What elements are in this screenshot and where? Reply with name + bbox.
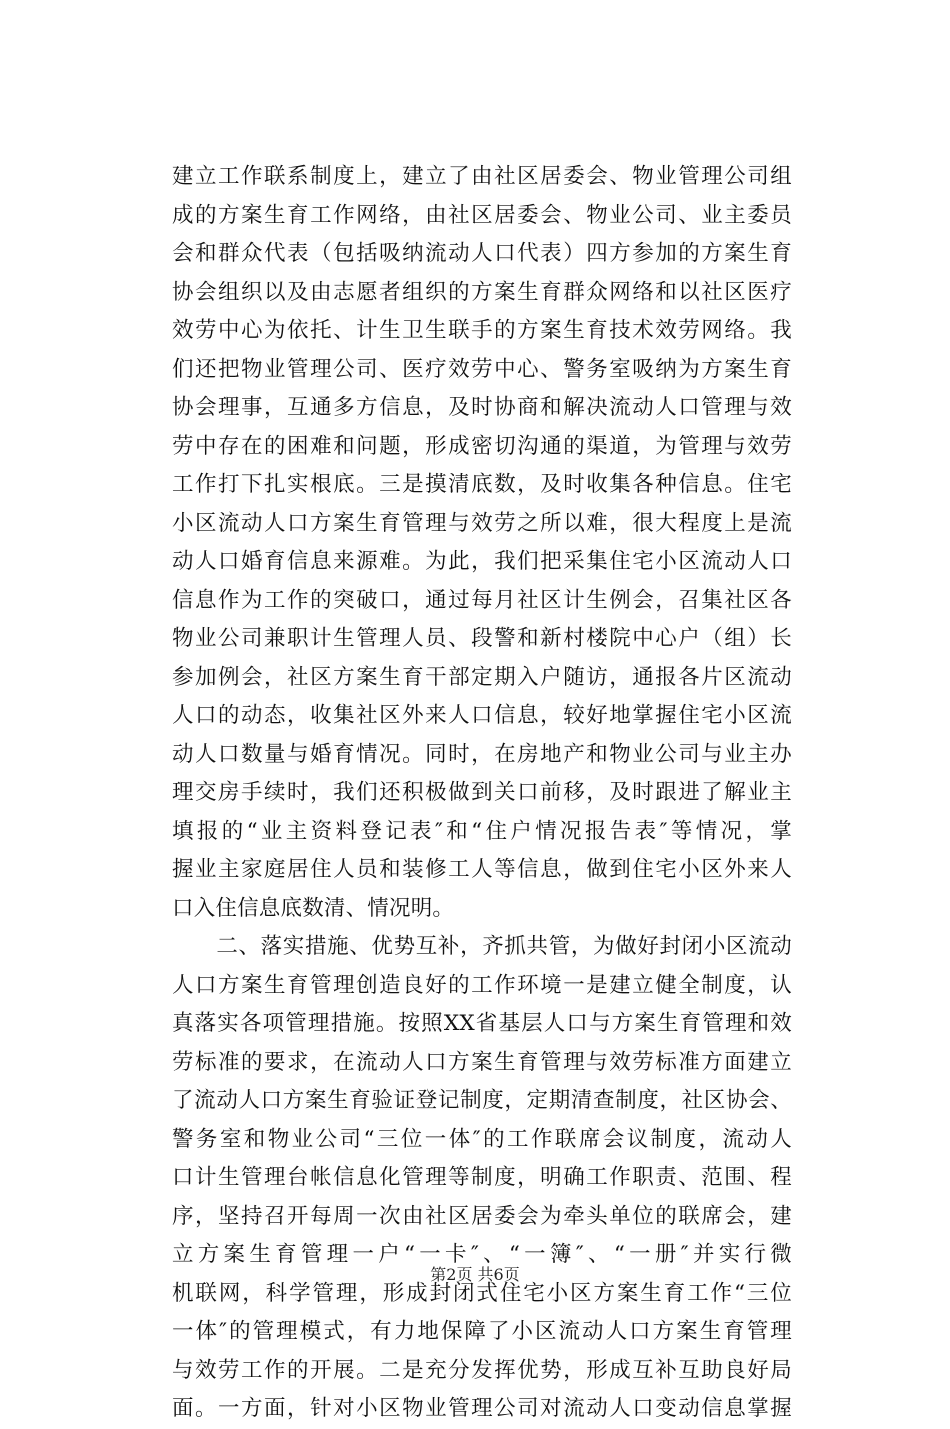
text-line: 一体″的管理模式，有力地保障了小区流动人口方案生育管理 (172, 1319, 792, 1344)
text-line: 人口的动态，收集社区外来人口信息，较好地掌握住宅小区流 (172, 703, 792, 728)
text-line: 立方案生育管理一户“一卡″、“一簿″、“一册″并实行微 (172, 1242, 792, 1267)
text-line: 动人口数量与婚育情况。同时，在房地产和物业公司与业主办 (172, 741, 792, 767)
text-line: 物业公司兼职计生管理人员、段警和新村楼院中心户（组）长 (172, 626, 792, 651)
text-line: 工作打下扎实根底。三是摸清底数，及时收集各种信息。住宅 (172, 472, 792, 497)
text-line: 填报的“业主资料登记表″和“住户情况报告表″等情况，掌 (172, 818, 792, 844)
text-line: 参加例会，社区方案生育干部定期入户随访，通报各片区流动 (172, 664, 792, 690)
text-line: 了流动人口方案生育验证登记制度，定期清查制度，社区协会、 (172, 1088, 792, 1113)
text-line: 警务室和物业公司“三位一体″的工作联席会议制度，流动人 (172, 1126, 792, 1152)
text-line: 效劳中心为依托、计生卫生联手的方案生育技术效劳网络。我 (172, 318, 792, 343)
text-line: 建立工作联系制度上，建立了由社区居委会、物业管理公司组 (172, 164, 792, 189)
text-line: 会和群众代表（包括吸纳流动人口代表）四方参加的方案生育 (172, 241, 792, 266)
text-line: 成的方案生育工作网络，由社区居委会、物业公司、业主委员 (172, 202, 792, 228)
text-line: 序，坚持召开每周一次由社区居委会为牵头单位的联席会，建 (172, 1203, 792, 1229)
text-line: 面。一方面，针对小区物业管理公司对流动人口变动信息掌握 (172, 1396, 792, 1421)
text-line: 动人口婚育信息来源难。为此，我们把采集住宅小区流动人口 (172, 549, 792, 574)
paragraph-2 (172, 928, 792, 1429)
text-line: 们还把物业管理公司、医疗效劳中心、警务室吸纳为方案生育 (172, 356, 792, 382)
text-line: 人口方案生育管理创造良好的工作环境一是建立健全制度，认 (172, 972, 792, 998)
text-line: 信息作为工作的突破口，通过每月社区计生例会，召集社区各 (172, 587, 792, 613)
text-line: 二、落实措施、优势互补，齐抓共管，为做好封闭小区流动 (172, 934, 792, 959)
text-line: 口入住信息底数清、情况明。 (172, 895, 455, 921)
text-line: 劳中存在的困难和问题，形成密切沟通的渠道，为管理与效劳 (172, 433, 792, 459)
text-line: 理交房手续时，我们还积极做到关口前移，及时跟进了解业主 (172, 780, 792, 805)
text-line: 协会组织以及由志愿者组织的方案生育群众网络和以社区医疗 (172, 279, 792, 305)
text-line: 口计生管理台帐信息化管理等制度，明确工作职责、范围、程 (172, 1165, 792, 1190)
text-line: 劳标准的要求，在流动人口方案生育管理与效劳标准方面建立 (172, 1049, 792, 1075)
body-text (172, 158, 792, 1429)
paragraph-1 (172, 158, 792, 928)
page-number-label: 第2页 共6页 (430, 1265, 520, 1284)
text-line: 与效劳工作的开展。二是充分发挥优势，形成互补互助良好局 (172, 1357, 792, 1383)
text-line: 协会理事，互通多方信息，及时协商和解决流动人口管理与效 (172, 395, 792, 420)
page-footer (0, 1262, 950, 1285)
text-line: 握业主家庭居住人员和装修工人等信息，做到住宅小区外来人 (172, 857, 792, 882)
text-line: 机联网，科学管理，形成封闭式住宅小区方案生育工作“三位 (172, 1280, 792, 1306)
text-line: 小区流动人口方案生育管理与效劳之所以难，很大程度上是流 (172, 510, 792, 536)
text-line: 真落实各项管理措施。按照XX省基层人口与方案生育管理和效 (172, 1011, 792, 1036)
